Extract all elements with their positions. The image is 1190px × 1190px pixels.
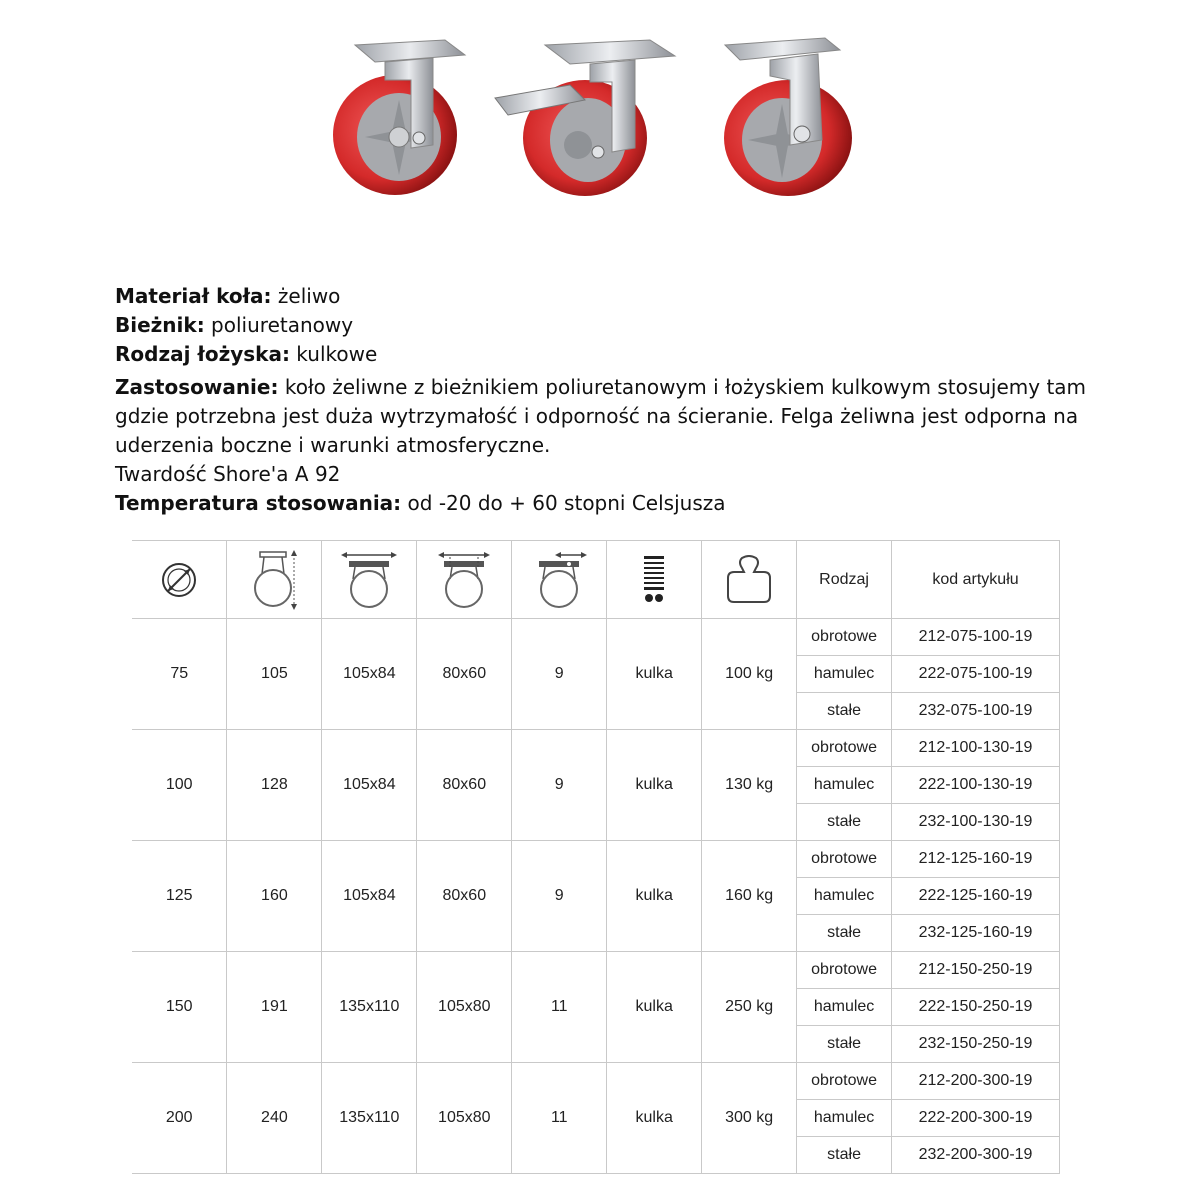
wheel-diameter-cell: 125 (132, 841, 227, 952)
caster-type-cell: obrotowe (797, 1063, 892, 1100)
hole-diameter-cell: 9 (512, 619, 607, 730)
swivel-caster-image (315, 20, 485, 200)
fixed-caster-image (710, 20, 870, 200)
caster-type-cell: hamulec (797, 878, 892, 915)
caster-type-cell: hamulec (797, 767, 892, 804)
load-capacity-icon (724, 554, 774, 606)
wheel-diameter-cell: 200 (132, 1063, 227, 1174)
header-wheel-diameter (132, 541, 227, 619)
plate-size-cell: 105x84 (322, 841, 417, 952)
bolt-spacing-cell: 105x80 (417, 1063, 512, 1174)
load-capacity-cell: 100 kg (702, 619, 797, 730)
wheel-diameter-cell: 150 (132, 952, 227, 1063)
spec-temperature: Temperatura stosowania: od -20 do + 60 stopni Celsjusza (115, 491, 726, 515)
total-height-cell: 240 (227, 1063, 322, 1174)
total-height-cell: 191 (227, 952, 322, 1063)
spec-tread: Bieżnik: poliuretanowy (115, 313, 354, 337)
total-height-cell: 105 (227, 619, 322, 730)
table-row (132, 619, 1060, 656)
bearing-type-cell: kulka (607, 952, 702, 1063)
total-height-icon (246, 548, 302, 612)
bolt-spacing-cell: 80x60 (417, 619, 512, 730)
article-code-cell: 222-150-250-19 (892, 989, 1060, 1026)
caster-type-cell: stałe (797, 1026, 892, 1063)
load-capacity-cell: 130 kg (702, 730, 797, 841)
article-code-cell: 232-150-250-19 (892, 1026, 1060, 1063)
article-code-cell: 232-200-300-19 (892, 1137, 1060, 1174)
hole-diameter-cell: 11 (512, 952, 607, 1063)
braked-caster-image (490, 20, 680, 200)
product-photos (300, 20, 880, 210)
article-code-cell: 222-100-130-19 (892, 767, 1060, 804)
hole-diameter-cell: 9 (512, 730, 607, 841)
total-height-cell: 128 (227, 730, 322, 841)
plate-size-cell: 105x84 (322, 619, 417, 730)
table-header-row (132, 541, 1060, 619)
article-code-cell: 212-100-130-19 (892, 730, 1060, 767)
caster-type-cell: hamulec (797, 656, 892, 693)
bearing-type-cell: kulka (607, 1063, 702, 1174)
caster-type-cell: obrotowe (797, 619, 892, 656)
header-article-code: kod artykułu (892, 541, 1060, 619)
total-height-cell: 160 (227, 841, 322, 952)
wheel-diameter-icon (159, 560, 199, 600)
article-code-cell: 232-100-130-19 (892, 804, 1060, 841)
hole-diameter-cell: 11 (512, 1063, 607, 1174)
plate-size-cell: 135x110 (322, 1063, 417, 1174)
specifications (115, 282, 1105, 518)
caster-type-cell: stałe (797, 693, 892, 730)
caster-type-cell: stałe (797, 804, 892, 841)
table-row (132, 730, 1060, 767)
article-code-cell: 212-150-250-19 (892, 952, 1060, 989)
spec-hardness: Twardość Shore'a A 92 (115, 462, 341, 486)
table-row (132, 952, 1060, 989)
spec-usage: Zastosowanie: koło żeliwne z bieżnikiem poliuretanowym i łożyskiem kulkowym stosujemy tam gdzie potrzebna jest duża wytrzymałość i odporność na ścieranie. Felga żeliwna jest odporna na uderzenia boczne i warunki atmosferyczne. (115, 375, 1087, 457)
bolt-spacing-icon (434, 549, 494, 611)
bearing-type-cell: kulka (607, 730, 702, 841)
header-bearing-type (607, 541, 702, 619)
caster-type-cell: obrotowe (797, 841, 892, 878)
caster-type-cell: hamulec (797, 1100, 892, 1137)
bearing-type-icon (639, 552, 669, 608)
load-capacity-cell: 250 kg (702, 952, 797, 1063)
article-code-cell: 232-125-160-19 (892, 915, 1060, 952)
plate-size-icon (339, 549, 399, 611)
spec-material: Materiał koła: żeliwo (115, 284, 341, 308)
plate-size-cell: 105x84 (322, 730, 417, 841)
article-code-cell: 222-075-100-19 (892, 656, 1060, 693)
article-code-cell: 222-125-160-19 (892, 878, 1060, 915)
header-hole-diameter (512, 541, 607, 619)
wheel-diameter-cell: 100 (132, 730, 227, 841)
header-bolt-spacing (417, 541, 512, 619)
header-load-capacity (702, 541, 797, 619)
wheel-diameter-cell: 75 (132, 619, 227, 730)
load-capacity-cell: 300 kg (702, 1063, 797, 1174)
header-total-height (227, 541, 322, 619)
product-table (132, 540, 1060, 1174)
table-row (132, 841, 1060, 878)
caster-type-cell: hamulec (797, 989, 892, 1026)
article-code-cell: 232-075-100-19 (892, 693, 1060, 730)
header-type: Rodzaj (797, 541, 892, 619)
caster-type-cell: stałe (797, 915, 892, 952)
article-code-cell: 212-200-300-19 (892, 1063, 1060, 1100)
hole-diameter-icon (529, 549, 589, 611)
load-capacity-cell: 160 kg (702, 841, 797, 952)
caster-type-cell: obrotowe (797, 952, 892, 989)
bolt-spacing-cell: 105x80 (417, 952, 512, 1063)
article-code-cell: 212-075-100-19 (892, 619, 1060, 656)
table-row (132, 1063, 1060, 1100)
bearing-type-cell: kulka (607, 619, 702, 730)
caster-type-cell: obrotowe (797, 730, 892, 767)
bolt-spacing-cell: 80x60 (417, 841, 512, 952)
plate-size-cell: 135x110 (322, 952, 417, 1063)
spec-bearing: Rodzaj łożyska: kulkowe (115, 342, 378, 366)
bearing-type-cell: kulka (607, 841, 702, 952)
header-plate-size (322, 541, 417, 619)
article-code-cell: 222-200-300-19 (892, 1100, 1060, 1137)
caster-type-cell: stałe (797, 1137, 892, 1174)
bolt-spacing-cell: 80x60 (417, 730, 512, 841)
table-body (132, 619, 1060, 1174)
article-code-cell: 212-125-160-19 (892, 841, 1060, 878)
hole-diameter-cell: 9 (512, 841, 607, 952)
